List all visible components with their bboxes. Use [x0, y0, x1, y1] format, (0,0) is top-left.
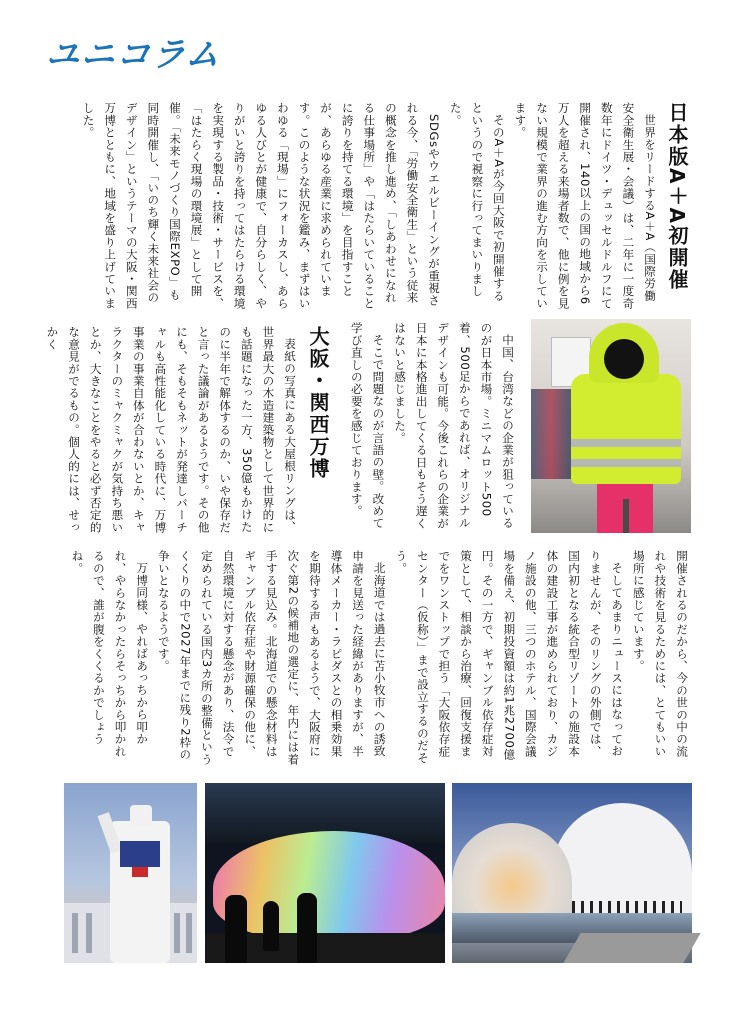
- section1-paragraph-2: そのA＋Aが今回大阪で初開催するというので視察に行ってまいりました。: [448, 102, 506, 302]
- section2-cont-paragraph-2: そしてあまりニュースにはなっておりませんが、そのリングの外側では、国内初となる統合型リゾートの施設本体の建設工事が進められており、カジノ施設の他、三つのホテル、国際会議場を備え、初期投資額は約1兆2700億円。その一方で、ギャンブル依存症対策として、相談から治療、回復支援までをワンストップで担う「大阪依存症センター（仮称）」まで設立するのだそう。: [394, 550, 625, 764]
- continuation-paragraph-1: 中国、台湾などの企業が狙っているのが日本市場。ミニマムロット500着、500足からであれば、オリジナルデザインも可能。今後これらの企業が日本に本格進出してくる日もそう遅くはないと感じました。: [393, 322, 515, 530]
- section2-body: [45, 326, 300, 540]
- column-logo: ユニコラム: [43, 35, 223, 75]
- gundam-statue-photo: [64, 783, 197, 963]
- dome-pavilion-photo: [452, 783, 692, 963]
- section1-continuation: [342, 322, 518, 540]
- section2-paragraph-1: 表紙の写真にある大屋根リングは、世界最大の木造建築物として世界的にも話題になった一方、350億もかけたのに半年で解体するのか、いや保存だと言った議論があるようです。その他にも、そもそもネットが発達しバーチャルも高性能化している時代に、万博事業の事業自体が合わないとか、キャラクターのミャクミャクが気持ち悪いとか、大きなことをやると必ず否定的な意見がでるもの。個人的には、せっかく: [45, 326, 297, 534]
- safety-jacket-photo: [531, 319, 691, 533]
- section1-body: [81, 102, 660, 310]
- section2-cont-paragraph-4: 万博同様、やればあっちから叩かれ、やらなかったらそっちから叩かれるので、誰が腹をくくるかでしょうね。: [70, 550, 150, 758]
- section2-cont-paragraph-3: 北海道では過去に苫小牧市への誘致申請を見送った経緯がありますが、半導体メーカー・ラピダスとの相乗効果を期待する声もあるようで、大阪府に次ぐ第2の候補地の選定に、年内には着手する見込み。北海道での懸念材料はギャンブル依存症や財源確保の他に、自然環境に対する懸念があり、法令で定められている国内3カ所の整備というくくりの中で2027年までに残り2枠の争いとなるようです。: [156, 550, 387, 766]
- section1-heading: 日本版A＋A初開催: [665, 102, 689, 291]
- section1-paragraph-1: 世界をリードするA＋A（国際労働安全衛生展・会議）は、二年に一度奇数年にドイツ・デュッセルドルフにて開催され、140以上の国の地域から6万人を超える来場者数で、他に例を見ない規模で業界の進む方向を示しています。: [513, 102, 657, 310]
- inflatable-art-photo: [205, 783, 445, 963]
- section2-cont-paragraph-1: 開催されるのだから、今の世の中の流れや技術を見るためには、とてもいい場所に感じています。: [631, 550, 689, 758]
- continuation-paragraph-2: そこで問題なのが言語の壁。改めて学び直しの必要を感じております。: [349, 322, 386, 529]
- section2-heading: 大阪・関西万博: [306, 326, 330, 480]
- section1-paragraph-3: SDGsやウエルビーイングが重視される今、「労働安全衛生」という従来の概念を推し進め、「しあわせになれる仕事場所」や「はたらいていることに誇りを持てる環境」を目指すことが、あらゆる産業に求められています。このような状況を鑑み、まずはいわゆる「現場」にフォーカスし、あらゆる人びとが健康で、自分らしく、やりがいと誇りを持ってはたらける環境を実現する製品・技術・サービスを、「はたらく現場の環境展」として開催。「未来モノづくり国際EXPO」も同時開催し、「いのち輝く未来社会のデザイン」というテーマの大阪・関西万博とともに、地域を盛り上げていました。: [81, 102, 442, 310]
- section2-continuation: [70, 550, 692, 768]
